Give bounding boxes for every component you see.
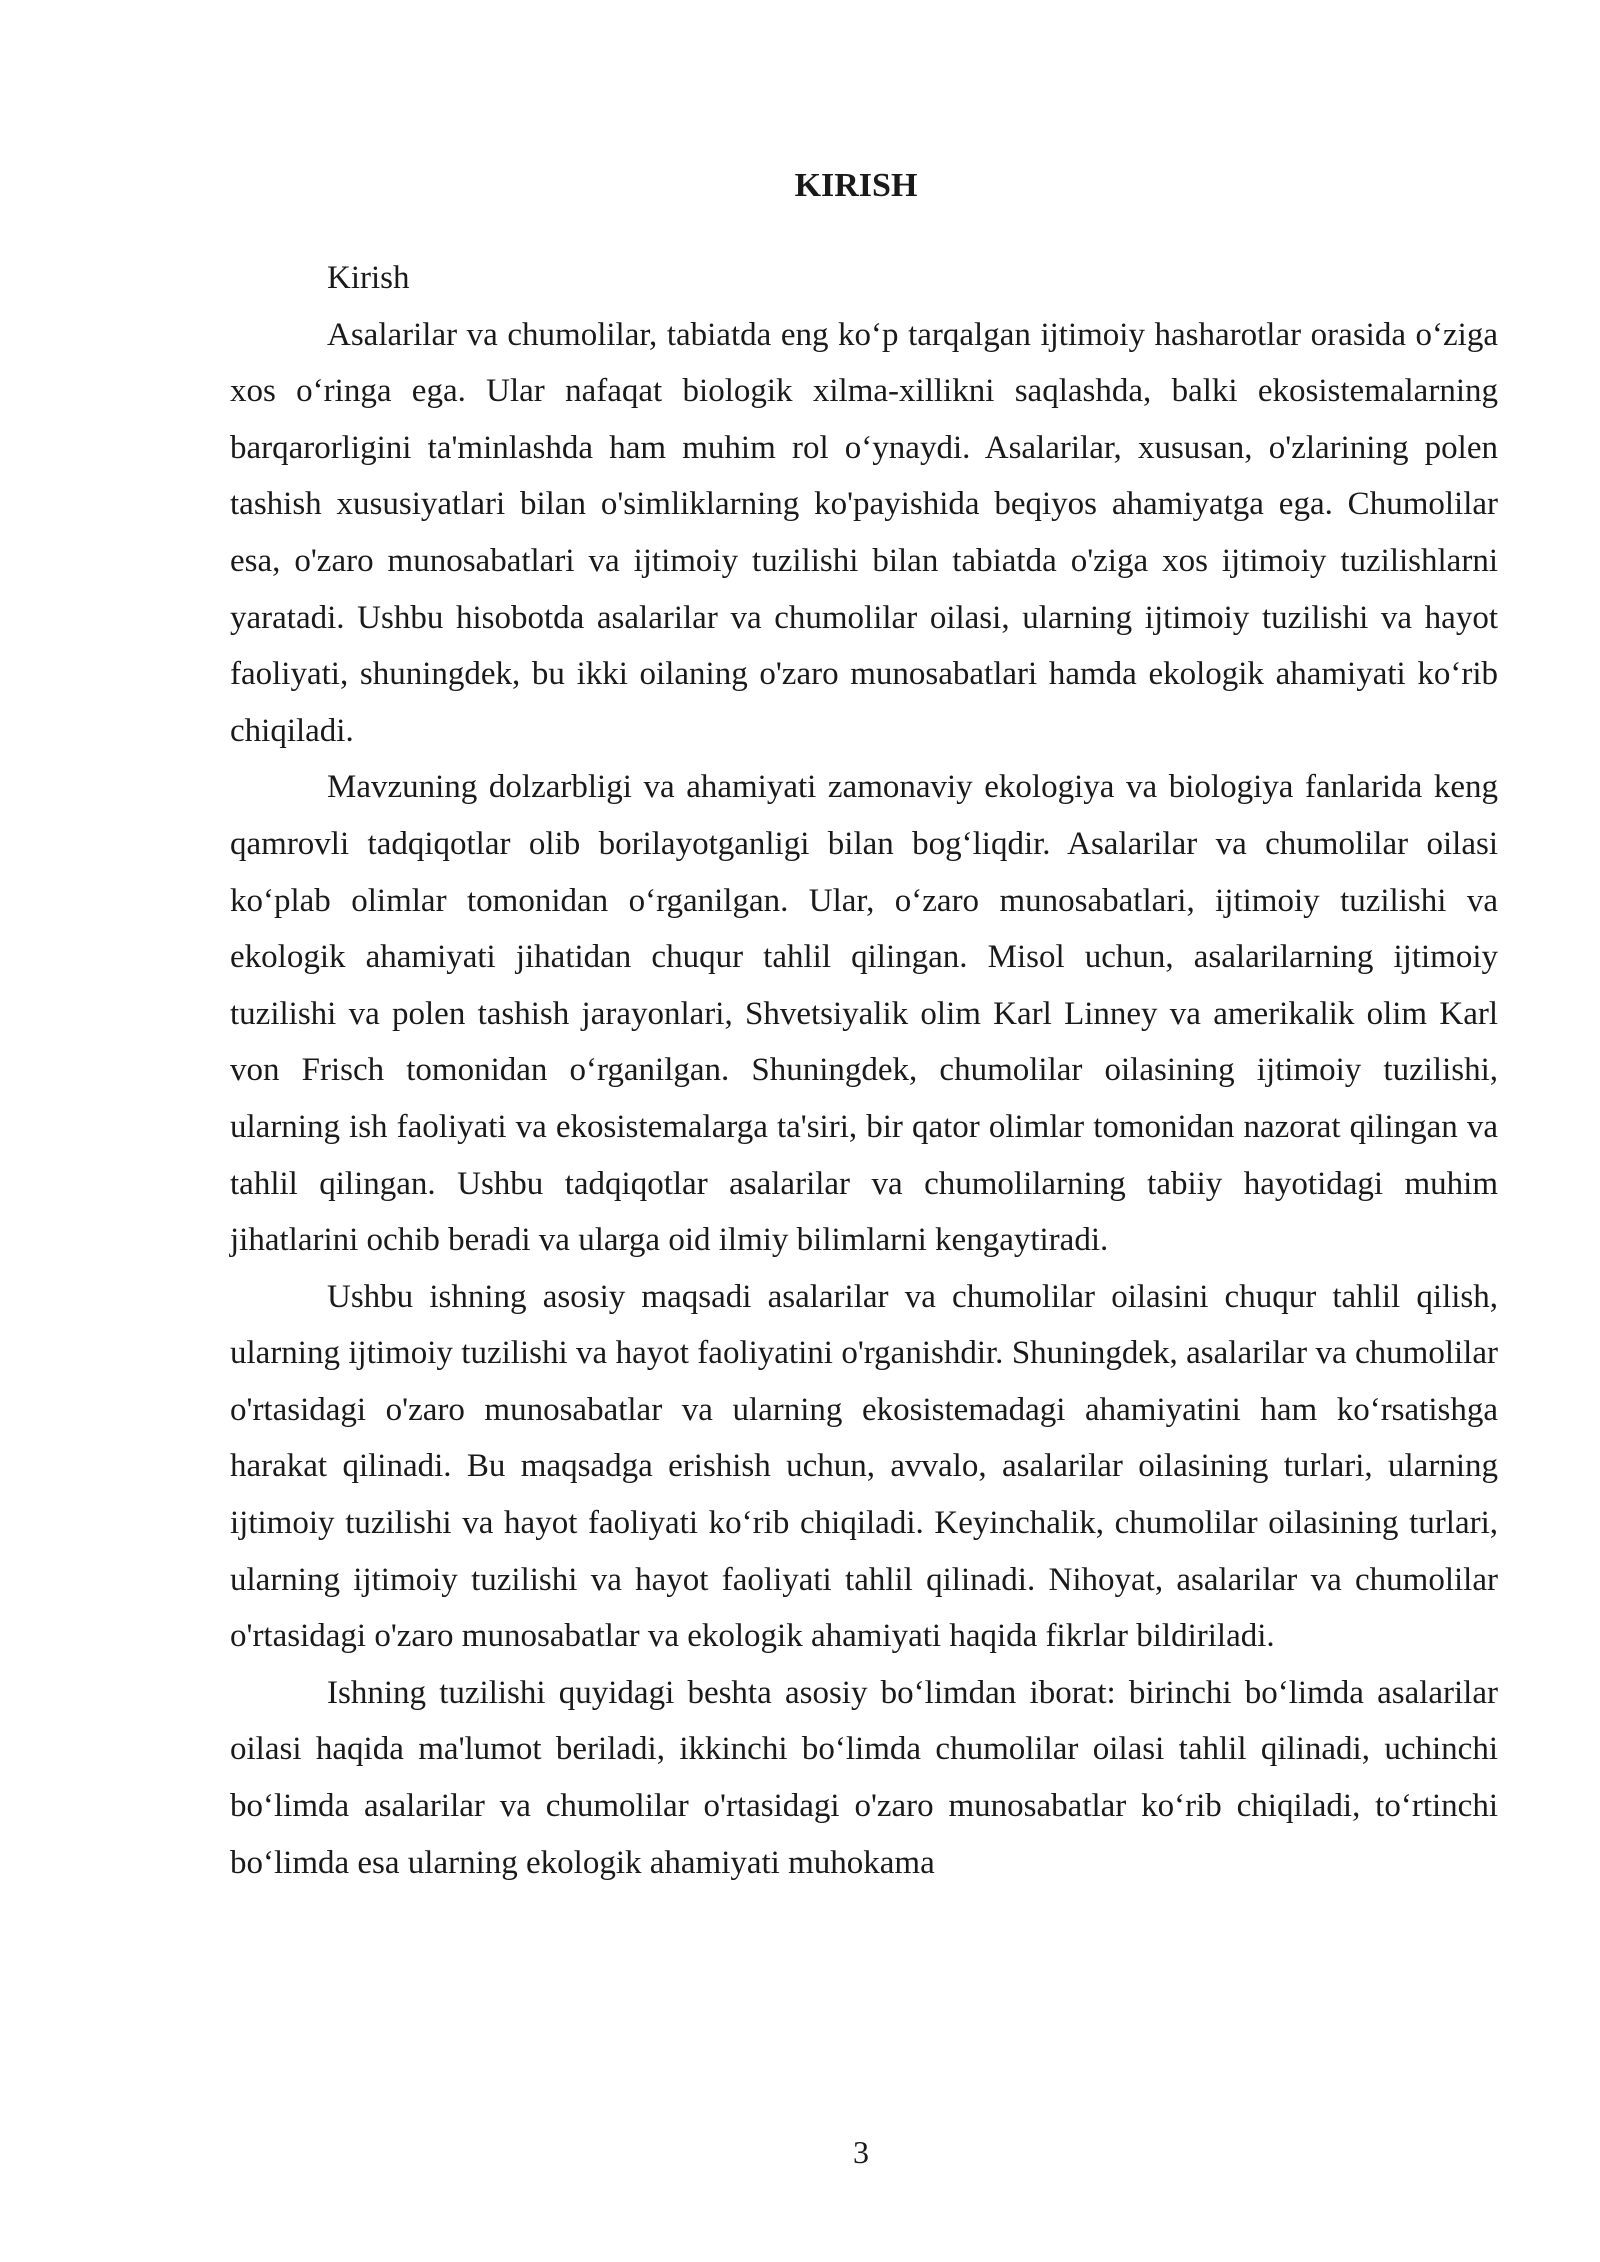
paragraph: Asalarilar va chumolilar, tabiatda eng ko‘p tarqalgan ijtimoiy hasharotlar orasida o‘ziga xos o‘ringa ega. Ular nafaqat biologik xilma-xillikni saqlashda, balki ekosistemalarning barqarorligini ta'minlashda ham muhim rol o‘ynaydi. Asalarilar, xususan, o'zlarining polen tashish xususiyatlari bilan o'simliklarning ko'payishida beqiyos ahamiyatga ega. Chumolilar esa, o'zaro munosabatlari va ijtimoiy tuzilishi bilan tabiatda o'ziga xos ijtimoiy tuzilishlarni yaratadi. Ushbu hisobotda asalarilar va chumolilar oilasi, ularning ijtimoiy tuzilishi va hayot faoliyati, shuningdek, bu ikki oilaning o'zaro munosabatlari hamda ekologik ahamiyati ko‘rib chiqiladi. xyxy=(230,316,1498,749)
body-text xyxy=(230,250,1498,1891)
subheading: Kirish xyxy=(327,260,410,296)
page-number: 3 xyxy=(853,2134,869,2170)
paragraph: Ushbu ishning asosiy maqsadi asalarilar va chumolilar oilasini chuqur tahlil qilish, ularning ijtimoiy tuzilishi va hayot faoliyatini o'rganishdir. Shuningdek, asalarilar va chumolilar o'rtasidagi o'zaro munosabatlar va ularning ekosistemadagi ahamiyatini ham ko‘rsatishga harakat qilinadi. Bu maqsadga erishish uchun, avvalo, asalarilar oilasining turlari, ularning ijtimoiy tuzilishi va hayot faoliyati ko‘rib chiqiladi. Keyinchalik, chumolilar oilasining turlari, ularning ijtimoiy tuzilishi va hayot faoliyati tahlil qilinadi. Nihoyat, asalarilar va chumolilar o'rtasidagi o'zaro munosabatlar va ekologik ahamiyati haqida fikrlar bildiriladi. xyxy=(230,1278,1498,1655)
paragraph: Mavzuning dolzarbligi va ahamiyati zamonaviy ekologiya va biologiya fanlarida keng qamrovli tadqiqotlar olib borilayotganligi bilan bog‘liqdir. Asalarilar va chumolilar oilasi ko‘plab olimlar tomonidan o‘rganilgan. Ular, o‘zaro munosabatlari, ijtimoiy tuzilishi va ekologik ahamiyati jihatidan chuqur tahlil qilingan. Misol uchun, asalarilarning ijtimoiy tuzilishi va polen tashish jarayonlari, Shvetsiyalik olim Karl Linney va amerikalik olim Karl von Frisch tomonidan o‘rganilgan. Shuningdek, chumolilar oilasining ijtimoiy tuzilishi, ularning ish faoliyati va ekosistemalarga ta'siri, bir qator olimlar tomonidan nazorat qilingan va tahlil qilingan. Ushbu tadqiqotlar asalarilar va chumolilarning tabiiy hayotidagi muhim jihatlarini ochib beradi va ularga oid ilmiy bilimlarni kengaytiradi. xyxy=(230,769,1498,1259)
paragraph: Ishning tuzilishi quyidagi beshta asosiy bo‘limdan iborat: birinchi bo‘limda asalarilar oilasi haqida ma'lumot beriladi, ikkinchi bo‘limda chumolilar oilasi tahlil qilinadi, uchinchi bo‘limda asalarilar va chumolilar o'rtasidagi o'zaro munosabatlar ko‘rib chiqiladi, to‘rtinchi bo‘limda esa ularning ekologik ahamiyati muhokama xyxy=(230,1674,1498,1881)
page-title: KIRISH xyxy=(794,167,918,204)
